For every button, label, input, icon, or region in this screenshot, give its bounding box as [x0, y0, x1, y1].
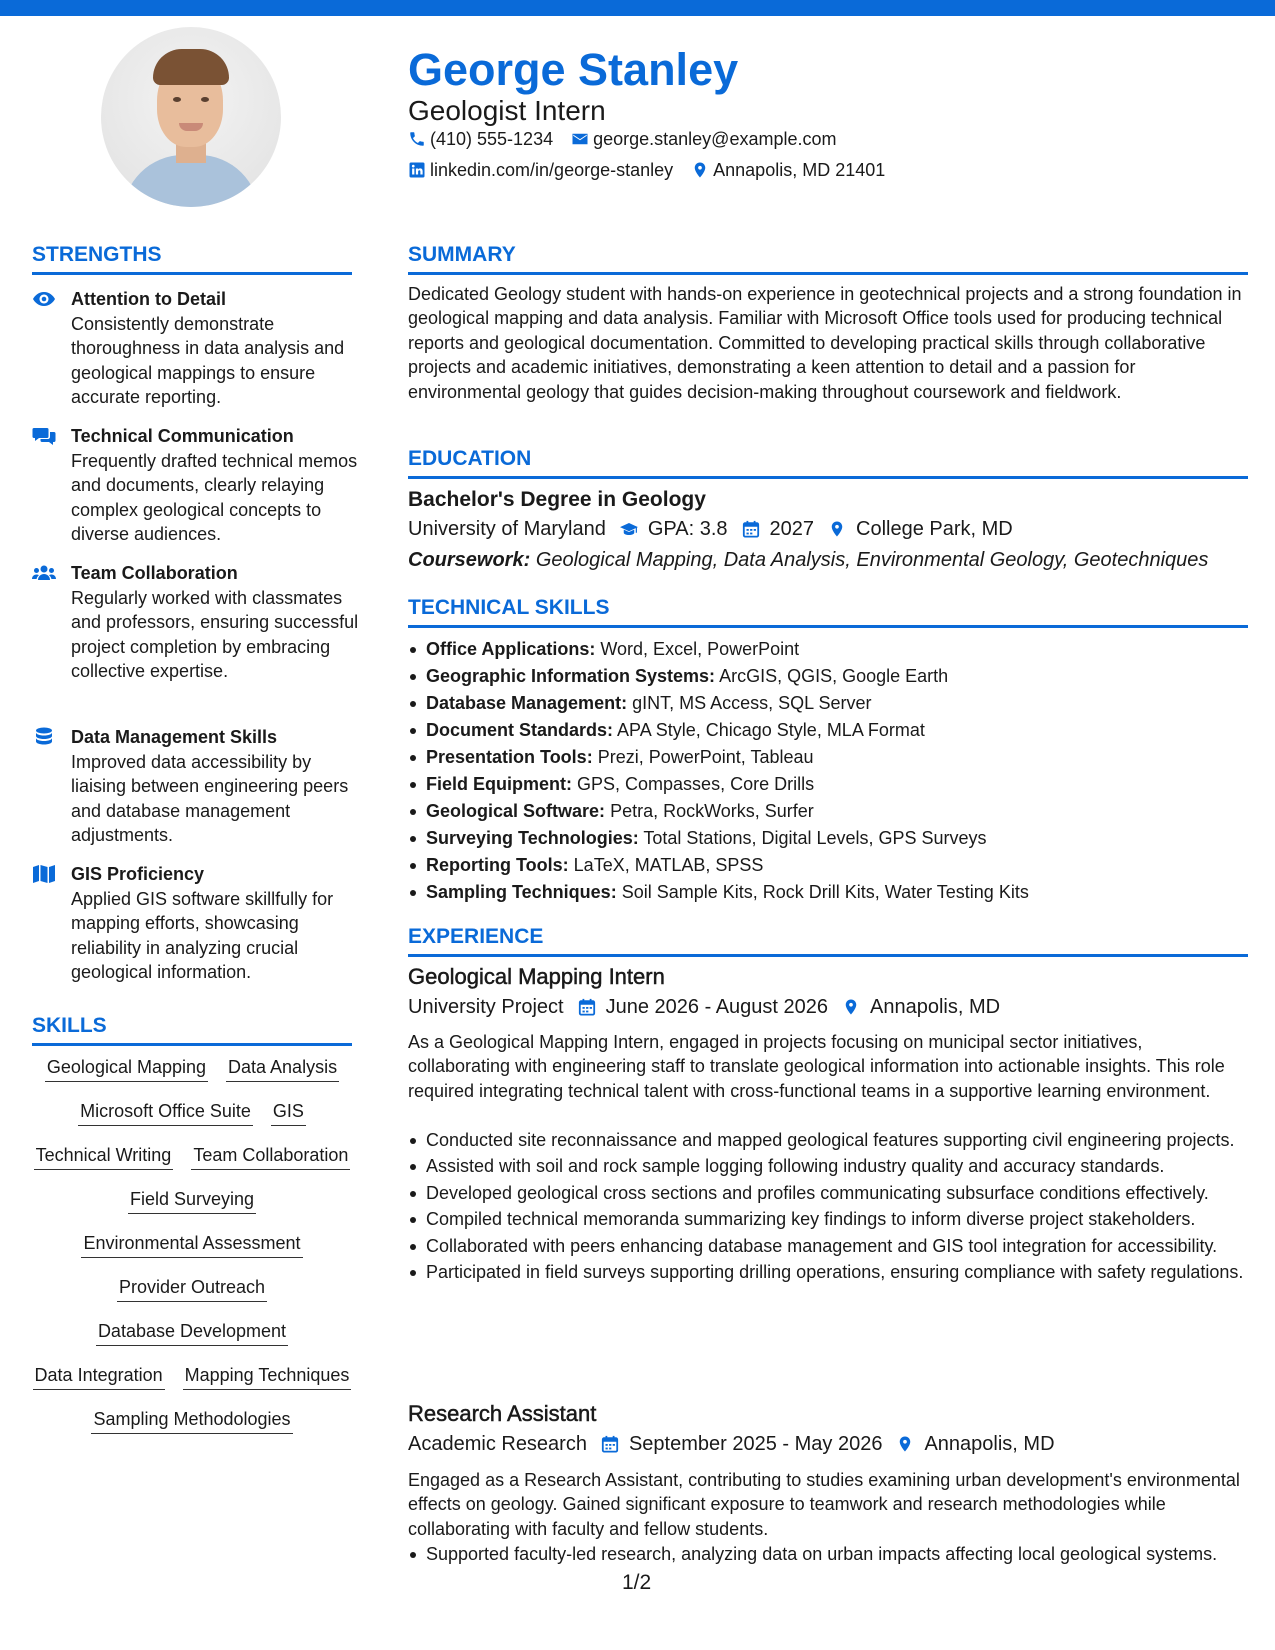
top-accent-bar — [0, 0, 1275, 16]
technical-skills-rule — [408, 625, 1248, 628]
skill-chip: Database Development — [96, 1319, 288, 1346]
eye-icon — [32, 289, 56, 309]
list-item: Geological Software: Petra, RockWorks, Surfer — [408, 798, 1248, 825]
summary-text: Dedicated Geology student with hands-on experience in geotechnical projects and a strong foundation in geological mapping and data analysis. Familiar with Microsoft Office tools used for producing technical reports and geological documentation. Committed to developing practical skills through collaborative projects and academic initiatives, demonstrating a keen attention to detail and a passion for environmental geology that guides decision-making throughout coursework and fieldwork. — [408, 284, 1242, 402]
calendar-icon — [578, 997, 596, 1017]
linkedin-text: linkedin.com/in/george-stanley — [430, 160, 674, 180]
map-pin-icon — [828, 519, 846, 539]
list-item: Participated in field surveys supporting drilling operations, ensuring compliance with safety regulations. — [408, 1260, 1248, 1284]
list-item: Conducted site reconnaissance and mapped geological features supporting civil engineering projects. — [408, 1128, 1248, 1152]
job-title-2: Research Assistant — [408, 1401, 597, 1426]
list-item: Assisted with soil and rock sample logging following industry quality and accuracy standards. — [408, 1154, 1248, 1178]
skills-list — [32, 1055, 352, 1434]
skill-chip: Microsoft Office Suite — [78, 1099, 253, 1126]
strength-title: Technical Communication — [71, 426, 294, 446]
coursework-list: Geological Mapping, Data Analysis, Environmental Geology, Geotechniques — [535, 549, 1209, 571]
skills-heading: SKILLS — [32, 1014, 107, 1037]
strength-description: Improved data accessibility by liaising between engineering peers and database management adjustments. — [71, 752, 349, 846]
job-org: University Project — [408, 996, 564, 1018]
strength-title: Attention to Detail — [71, 289, 226, 309]
strength-description: Consistently demonstrate thoroughness in data analysis and geological mappings to ensure accurate reporting. — [71, 314, 345, 408]
map-pin-icon — [842, 997, 860, 1017]
job-dates: September 2025 - May 2026 — [628, 1433, 883, 1455]
map-pin-icon — [691, 161, 709, 179]
list-item: Collaborated with peers enhancing database management and GIS tool integration for accessibility. — [408, 1234, 1248, 1258]
strength-title: Team Collaboration — [71, 563, 238, 583]
list-item: Sampling Techniques: Soil Sample Kits, Rock Drill Kits, Water Testing Kits — [408, 879, 1248, 906]
skill-chip: Provider Outreach — [117, 1275, 267, 1302]
strength-description: Frequently drafted technical memos and documents, clearly relaying complex geological concepts to diverse audiences. — [71, 451, 358, 545]
location-text: Annapolis, MD 21401 — [713, 160, 886, 180]
job-location: Annapolis, MD — [870, 996, 1001, 1018]
job-description: As a Geological Mapping Intern, engaged in projects focusing on municipal sector initiatives, collaborating with engineering staff to translate geological information into actionable insights. This role required integrating technical talent with cross-functional teams in a supportive learning environment. — [408, 1032, 1225, 1101]
page-number: 1/2 — [622, 1571, 652, 1594]
job-bullets — [408, 1128, 1248, 1286]
strength-title: GIS Proficiency — [71, 864, 205, 884]
list-item: Database Management: gINT, MS Access, SQL Server — [408, 690, 1248, 717]
skill-chip: Environmental Assessment — [81, 1231, 302, 1258]
summary-rule — [408, 272, 1248, 275]
gpa-text: GPA: 3.8 — [647, 518, 728, 540]
job-meta-1 — [408, 994, 1000, 1020]
skill-chip: Field Surveying — [128, 1187, 256, 1214]
database-icon — [32, 727, 56, 747]
strength-title: Data Management Skills — [71, 727, 278, 747]
experience-heading: EXPERIENCE — [408, 925, 544, 948]
strength-description: Applied GIS software skillfully for mapping efforts, showcasing reliability in analyzing crucial geological information. — [71, 889, 334, 983]
skill-chip: Team Collaboration — [191, 1143, 350, 1170]
job-meta-2 — [408, 1431, 1055, 1457]
users-icon — [32, 563, 56, 583]
skill-chip: Data Integration — [33, 1363, 165, 1390]
job-org: Academic Research — [408, 1433, 587, 1455]
list-item: Compiled technical memoranda summarizing key findings to inform diverse project stakeholders. — [408, 1207, 1248, 1231]
summary-heading: SUMMARY — [408, 243, 516, 266]
contact-row-1 — [408, 127, 855, 151]
skill-chip: GIS — [271, 1099, 306, 1126]
profile-photo — [101, 27, 281, 207]
skill-chip: Geological Mapping — [45, 1055, 208, 1082]
list-item: Presentation Tools: Prezi, PowerPoint, Tableau — [408, 744, 1248, 771]
email-contact[interactable] — [571, 127, 836, 151]
graduation-year: 2027 — [769, 518, 815, 540]
job-location: Annapolis, MD — [924, 1433, 1055, 1455]
degree-title: Bachelor's Degree in Geology — [408, 488, 706, 511]
strengths-heading: STRENGTHS — [32, 243, 162, 266]
phone-icon — [408, 130, 426, 148]
list-item: Supported faculty-led research, analyzing data on urban impacts affecting local geological systems. — [408, 1542, 1248, 1566]
education-rule — [408, 476, 1248, 479]
linkedin-contact[interactable] — [408, 158, 673, 182]
list-item: Reporting Tools: LaTeX, MATLAB, SPSS — [408, 852, 1248, 879]
experience-rule — [408, 954, 1248, 957]
calendar-icon — [601, 1434, 619, 1454]
technical-skills-heading: TECHNICAL SKILLS — [408, 596, 610, 619]
strengths-rule — [32, 272, 352, 275]
list-item: Developed geological cross sections and profiles communicating subsurface conditions effectively. — [408, 1181, 1248, 1205]
map-pin-icon — [896, 1434, 914, 1454]
job-title: Geologist Intern — [408, 95, 606, 126]
list-item: Office Applications: Word, Excel, PowerPoint — [408, 636, 1248, 663]
candidate-name: George Stanley — [408, 44, 739, 95]
job-dates: June 2026 - August 2026 — [605, 996, 829, 1018]
envelope-icon — [571, 130, 589, 148]
calendar-icon — [742, 519, 760, 539]
strength-description: Regularly worked with classmates and professors, ensuring successful project completion by embracing collective expertise. — [71, 588, 359, 682]
list-item: Geographic Information Systems: ArcGIS, QGIS, Google Earth — [408, 663, 1248, 690]
coursework-line — [408, 547, 1208, 573]
email-text: george.stanley@example.com — [593, 129, 837, 149]
list-item: Field Equipment: GPS, Compasses, Core Drills — [408, 771, 1248, 798]
graduation-cap-icon — [620, 519, 638, 539]
job-title-1: Geological Mapping Intern — [408, 964, 665, 989]
phone-contact — [408, 127, 553, 151]
skills-rule — [32, 1043, 352, 1046]
school-location: College Park, MD — [856, 518, 1013, 540]
map-icon — [32, 864, 56, 884]
technical-skills-list — [408, 636, 1248, 906]
job-bullets — [408, 1542, 1248, 1568]
education-heading: EDUCATION — [408, 447, 532, 470]
education-meta — [408, 516, 1013, 542]
list-item: Document Standards: APA Style, Chicago Style, MLA Format — [408, 717, 1248, 744]
list-item: Surveying Technologies: Total Stations, Digital Levels, GPS Surveys — [408, 825, 1248, 852]
skill-chip: Data Analysis — [226, 1055, 339, 1082]
phone-text: (410) 555-1234 — [430, 129, 554, 149]
skill-chip: Mapping Techniques — [183, 1363, 352, 1390]
job-description: Engaged as a Research Assistant, contributing to studies examining urban development's environmental effects on geology. Gained significant exposure to teamwork and research methodologies while collaborating with faculty and fellow students. — [408, 1470, 1240, 1539]
linkedin-icon — [408, 161, 426, 179]
coursework-label: Coursework: — [408, 549, 531, 571]
location-contact — [691, 158, 885, 182]
comments-icon — [32, 426, 56, 446]
skill-chip: Sampling Methodologies — [91, 1407, 292, 1434]
contact-row-2 — [408, 158, 903, 182]
school-name: University of Maryland — [408, 518, 606, 540]
skill-chip: Technical Writing — [34, 1143, 174, 1170]
